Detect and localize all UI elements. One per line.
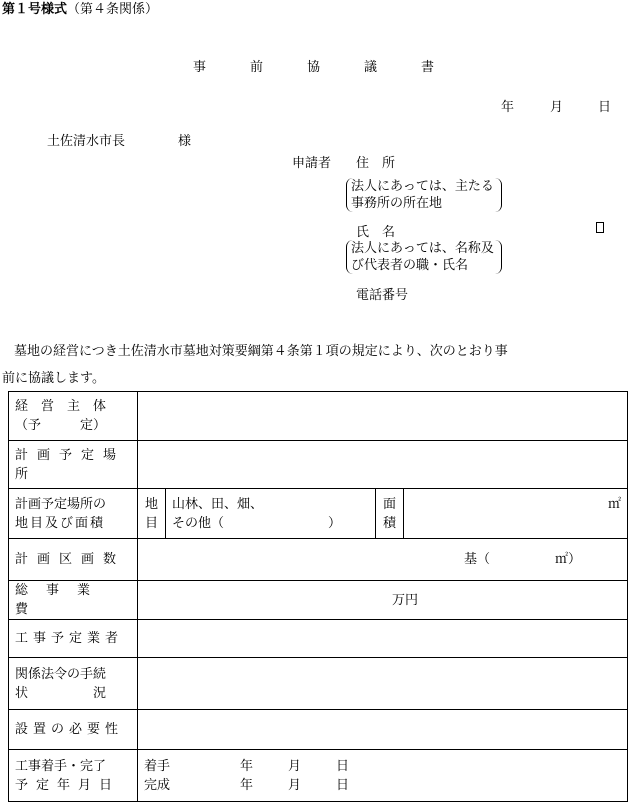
start-label: 着手 [144,758,171,774]
land-label [9,489,138,539]
start-month: 月 [288,758,302,774]
label-line: 予定年月日 [15,777,121,793]
document-title [193,56,478,75]
operator-field[interactable] [138,392,628,441]
address-note [346,178,502,212]
label-line: 目 [144,515,158,531]
finish-month: 月 [288,777,302,793]
start-date-line [144,757,621,776]
table-row [9,750,628,802]
phone-label: 電話番号 [356,288,409,303]
application-table [8,391,628,802]
label-line: （予 定） [15,418,107,433]
table-row [9,620,628,658]
plots-label: 計画区画数 [9,539,138,581]
seal-box [596,222,604,233]
title-char: 書 [421,60,435,75]
label-line: 工事着手・完了 [15,758,107,774]
title-char: 事 [193,60,207,75]
addressee: 土佐清水市長 [47,134,126,149]
address-label: 住 所 [356,156,396,171]
date-year: 年 [501,100,515,115]
operator-label [9,392,138,441]
applicant-label: 申請者 [292,156,332,171]
land-category-field[interactable] [166,489,376,539]
land-area-field[interactable] [404,489,628,539]
label-line: 面 [382,496,396,512]
form-ref-text: （第４条関係） [67,2,159,17]
finish-day: 日 [336,777,350,793]
address-note-line: 事務所の所在地 [351,196,443,211]
body-line-2: 前に協議します。 [2,371,105,386]
start-day: 日 [336,758,350,774]
table-row [9,489,628,539]
body-line-1: 墓地の経営につき土佐清水市墓地対策要綱第４条第１項の規定により、次のとおり事 [14,344,508,359]
form-number [2,0,158,17]
label-line: 地 [144,496,158,512]
plots-unit: 基（ ㎡） [464,552,582,567]
label-line: 積 [382,515,396,531]
title-char: 協 [307,60,321,75]
honorific: 様 [178,134,192,149]
date-day: 日 [598,100,612,115]
contractor-field[interactable] [138,620,628,658]
finish-date-line [144,776,621,795]
address-note-line: 法人にあっては、主たる [351,179,494,194]
schedule-label [9,750,138,802]
site-field[interactable] [138,441,628,489]
cost-label: 総事業費 [9,581,138,620]
necessity-field[interactable] [138,710,628,750]
name-label: 氏 名 [356,225,396,240]
label-line: 関係法令の手続 [15,666,107,682]
table-row [9,581,628,620]
schedule-field[interactable] [138,750,628,802]
table-row [9,441,628,489]
area-unit: ㎡ [607,497,621,512]
form-no-text: 第１号様式 [2,2,68,17]
land-category-label [138,489,166,539]
table-row [9,392,628,441]
category-line: 山林、田、畑、 [172,496,264,512]
site-label: 計画予定場所 [9,441,138,489]
necessity-label: 設置の必要性 [9,710,138,750]
finish-label: 完成 [144,777,171,793]
legal-label [9,658,138,710]
land-area-label [376,489,404,539]
plots-field[interactable] [138,539,628,581]
date-month: 月 [550,100,564,115]
title-char: 前 [250,60,264,75]
finish-year: 年 [240,777,254,793]
legal-field[interactable] [138,658,628,710]
label-line: 状 況 [15,685,107,701]
table-row [9,539,628,581]
name-note [346,240,502,274]
cost-field[interactable] [138,581,628,620]
name-note-line: び代表者の職・氏名 [351,258,469,273]
label-line: 経 営 主 体 [15,399,107,414]
table-row [9,710,628,750]
label-line: 計画予定場所の [15,496,107,512]
title-char: 議 [364,60,378,75]
category-line: その他（ ） [172,515,342,531]
contractor-label: 工事予定業者 [9,620,138,658]
name-note-line: 法人にあっては、名称及 [351,241,494,256]
table-row [9,658,628,710]
cost-unit: 万円 [392,592,419,608]
label-line: 地目及び面積 [15,515,106,531]
start-year: 年 [240,758,254,774]
